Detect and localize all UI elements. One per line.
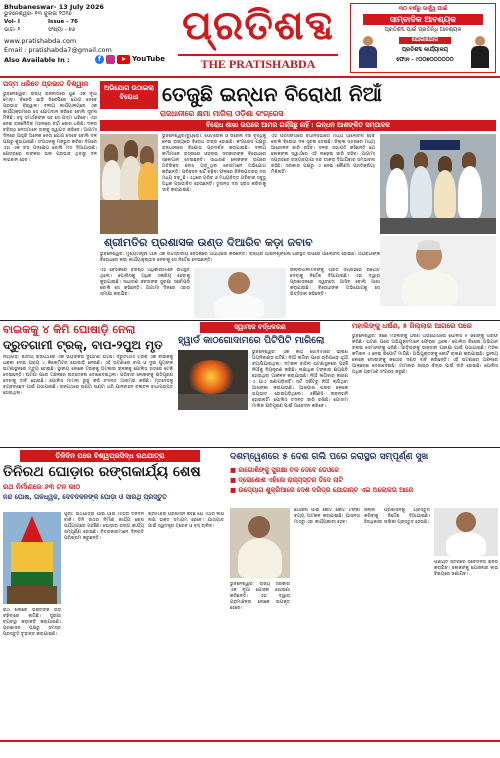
- scheme-body-2: ଯୋଜନା ପାଇଁ କୋଟି କୋଟି ଟଙ୍କା ବ୍ୟୟ ଅଟକଳ କରାଯାଇଛି। ଆସନ୍ତା ମାସରୁ ଏହା କାର୍ଯ୍ୟକାରୀ ହେବ।: [294, 508, 360, 525]
- website-link[interactable]: www.pratishabda.com: [4, 37, 77, 45]
- rathyatra-kicker: ତିନିଦିନ ପରେ ବିଶ୍ୱପ୍ରସିଦ୍ଧ ରଥଯାତ୍ରା: [20, 450, 200, 462]
- ad-contact-label: ଯୋଗାଯୋଗ: [399, 37, 451, 44]
- rathyatra-body-2: ରଥ ଖଳାରେ ଭକ୍ତଙ୍କ ଭିଡ଼ ବଢ଼ିବାରେ ଲାଗିଛି। ସୁରକ୍ଷା ବ୍ୟବସ୍ଥା କଡ଼ାକଡ଼ି କରାଯାଇଛି। ପ୍ରଶାସନ ପକ୍ଷରୁ ସମସ୍ତ ପ୍ରସ୍ତୁତି ଚୂଡ଼ାନ୍ତ କରାଯାଇଛି।: [3, 608, 61, 637]
- also-available-label: Also Available In :: [4, 56, 70, 64]
- section-rule-1: [0, 320, 500, 321]
- minister-body-1: ଭୁବନେଶ୍ୱର: ମୁଖ୍ୟମନ୍ତ୍ରୀ ଆଜି ଏକ ଉଚ୍ଚସ୍ତରୀୟ ବୈଠକରେ ଅଧ୍ୟକ୍ଷତା କରିଛନ୍ତି। ରାଜ୍ୟର ଆଇନଶୃଙ୍ଖଳା ପରିସ୍ଥିତି ଉପରେ ଆଲୋଚନା ହୋଇଛି। ଅପରାଧୀଙ୍କ ବିରୋଧରେ କଡ଼ା କାର୍ଯ୍ୟାନୁଷ୍ଠାନ ନେବାକୁ ସେ ନିର୍ଦ୍ଦେଶ ଦେଇଛନ୍ତି।: [100, 252, 380, 263]
- instagram-icon[interactable]: [106, 55, 115, 64]
- rathyatra-headline: ତିନିରଥ ଘୋଡ଼ାର ରଙ୍ଗକାର୍ଯ୍ୟ ଶେଷ: [3, 464, 201, 480]
- explosion-headline: ହ୍ୱାର୍ଡ କାଠଗୋଦାମରେ ପିଟିପିଟି ମାରିଲୋ: [178, 335, 325, 346]
- youtube-wordmark-icon: YouTube: [132, 55, 165, 63]
- ad-phone: ଫୋନ - ୯୦୦୭୦୦୦୦୦୦: [396, 57, 454, 63]
- minister-body-2: ଏହି ବୈଠକରେ ବରିଷ୍ଠ ଅଧିକାରୀମାନେ ଉପସ୍ଥିତ ଥିଲେ। ପୋଲିସକୁ ଅଧିକ ସକ୍ରିୟ ହେବାକୁ କୁହାଯାଇଛି। ସାଧାରଣ ଜନତାଙ୍କ ସୁରକ୍ଷା ସର୍ବୋପରି ବୋଲି ସେ କହିଛନ୍ତି। ଆଗାମୀ ଦିନରେ ଏହାର ସମୀକ୍ଷା କରାଯିବ।: [100, 268, 190, 297]
- minister-body-3: ଜିଲ୍ଲାପାଳମାନଙ୍କୁ ପ୍ରତି ସପ୍ତାହରେ ରିପୋର୍ଟ ଦେବାକୁ ନିର୍ଦ୍ଦେଶ ଦିଆଯାଇଛି। ଏହା ଦ୍ୱାରା ପ୍ରଶାସନରେ ସ୍ୱଚ୍ଛତା ଆସିବ ବୋଲି ଆଶା କରାଯାଉଛି। ବିରୋଧୀଙ୍କ ଅଭିଯୋଗକୁ ସେ ଭିତ୍ତିହୀନ କହିଛନ୍ତି।: [290, 268, 380, 297]
- explosion-body: ଭୁବନେଶ୍ୱର: ଏକ କାଠ ଗୋଦାମରେ ଭୀଷଣ ଅଗ୍ନିକାଣ୍ଡ ଘଟିଛି। ନିଆଁ ଲାଗିବା ପରେ ଚାରିଆଡ଼େ ଧୂଆଁ ବ୍ୟାପିଯାଇଥିଲା। ଦମକଳ ବାହିନୀ ଘଟଣାସ୍ଥଳରେ ପହଞ୍ଚି ନିଆଁକୁ ନିୟନ୍ତ୍ରଣ କରିଛି। ଲକ୍ଷାଧିକ ଟଙ୍କାର କ୍ଷୟକ୍ଷତି ହୋଇଥିବା ଆକଳନ କରାଯାଉଛି। ନିଆଁ ଲାଗିବାର କାରଣ ଏ ଯାଏ ଜଣାପଡ଼ିନାହିଁ। ସର୍ଟ ସର୍କିଟରୁ ନିଆଁ ଲାଗିଥିବା ଆଶଙ୍କା କରାଯାଉଛି। ଆଖପାଖ ଘରର ଲୋକେ ଭୟଭୀତ ହୋଇପଡ଼ିଥିଲେ। କୌଣସି ଜୀବନହାନି ହୋଇନାହିଁ। ପୋଲିସ ତଦନ୍ତ ଜାରି ରଖିଛି। ଗୋଦାମ ମାଲିକ କ୍ଷତିପୂରଣ ପାଇଁ ଆବେଦନ କରିବେ।: [252, 350, 348, 409]
- right-brief-body: ଭୁବନେଶ୍ୱର: ଜଣେ ମହିଳାଙ୍କୁ ଧର୍ଷଣ ଅଭିଯୋଗରେ ପୋଲିସ ୫ ଜଣଙ୍କୁ ଗିରଫ କରିଛି। ଘଟଣା ପରେ ଅଭିଯୁକ୍ତମାନେ ଫେରାର ଥିଲେ। ପୋଲିସ ବିଶେଷ ଅଭିଯାନ ଚଳାଇ ସେମାନଙ୍କୁ ଧରିଛି। ପୀଡ଼ିତାଙ୍କୁ ଡାକ୍ତରୀ ପରୀକ୍ଷା ପାଇଁ ପଠାଯାଇଛି। ମହିଳା କମିଶନ ଏ ନେଇ ରିପୋର୍ଟ ମାଗିଛି। ଅଭିଯୁକ୍ତଙ୍କୁ କୋର୍ଟ ଚାଲାଣ କରାଯାଇଛି। ସ୍ଥାନୀୟ ଲୋକେ ଦୋଷୀଙ୍କୁ କଠୋର ଦଣ୍ଡ ଦାବି କରିଛନ୍ତି। ଏହି ଘଟଣାରେ ଅଞ୍ଚଳରେ ଆକ୍ରୋଶ ଦେଖାଦେଇଛି। ମାମଲାର ଶୀଘ୍ର ବିଚାର ପାଇଁ ଦାବି ହୋଇଛି। ପୋଲିସ ଅଧିକ ପ୍ରମାଣ ସଂଗ୍ରହ କରୁଛି।: [352, 334, 498, 375]
- lead-photo: [100, 134, 158, 234]
- minister-headline: ଶ୍ରୀମତିର ପ୍ରଶାସକ ଉଣ୍ଡ ଦିଆରିବ କଡ଼ା ଜବାବ: [104, 236, 313, 249]
- ad-top-line: ୩୦ ବର୍ଷରୁ ଊର୍ଦ୍ଧ୍ୱ ପାଇଁ: [398, 6, 448, 12]
- youtube-icon[interactable]: [117, 55, 130, 64]
- accident-body: ନୟାଗଡ଼: ଜାତୀୟ ରାଜପଥରେ ଏକ ଭୟଙ୍କର ଦୁର୍ଘଟଣା ଘଟିଛି। ଦ୍ରୁତଗାମୀ ଟ୍ରକ୍ ଏକ ବାଇକକୁ ଧକ୍କା ଦେଇ ପ୍ରାୟ ୪ କିଲୋମିଟର ଘୋଷାଡ଼ି ନେଇଛି। ଏହି ଘଟଣାରେ ବାପ ଓ ଦୁଇ ପୁଅଙ୍କ ଘଟଣାସ୍ଥଳରେ ମୃତ୍ୟୁ ହୋଇଛି। ସ୍ଥାନୀୟ ଲୋକେ ଟ୍ରକକୁ ଅଟକାଇ ଚାଳକକୁ ପୋଲିସ ହାତରେ ଟେକି ଦେଇଛନ୍ତି। ଘଟଣା ପରେ ଅଞ୍ଚଳରେ ଉତ୍ତେଜନା ଦେଖାଦେଇଥିଲା। ପରିବାର ଲୋକଙ୍କୁ କ୍ଷତିପୂରଣ ଦେବାକୁ ଦାବି ହୋଇଛି। ପୋଲିସ ମାମଲା ରୁଜୁ କରି ତଦନ୍ତ ଆରମ୍ଭ କରିଛି। ମୃତଦେହକୁ ବ୍ୟବଚ୍ଛେଦ ପାଇଁ ପଠାଯାଇଛି। ରାଜପଥରେ ଘଣ୍ଟା ଘଣ୍ଟା ଧରି ଯାନବାହନ ଚଳାଚଳ ବାଧାପ୍ରାପ୍ତ ହୋଇଥିଲା।: [3, 355, 173, 396]
- odia-volume: ଭାଗ- ୧: [4, 27, 21, 33]
- right-brief-headline: ମହାଲିଙ୍କୁ ଧର୍ଷଣ, ୫ ଜିଲ୍ଲାର ଆଗରେ ପରେ: [352, 322, 472, 330]
- volume: Vol- I: [4, 19, 20, 25]
- scheme-body-3: ଜିଲ୍ଲା ପ୍ରଶାସନକୁ ପ୍ରସ୍ତୁତି କରିବାକୁ ନିର୍ଦ୍ଦେଶ ଦିଆଯାଇଛି। ହିତାଧିକାରୀ ତାଲିକା ପ୍ରସ୍ତୁତ ହେଉଛି।: [364, 508, 430, 525]
- rathyatra-sub1: ରଥ ନିର୍ମାଣରେ ୬୩ ଟନ କାଠ: [3, 483, 81, 491]
- recruitment-ad: [350, 3, 496, 73]
- reporter-icon-right: [469, 36, 491, 70]
- newspaper-title: ପ୍ରତିଶବ୍ଦ: [182, 3, 334, 49]
- lead-body-column-1: ଭୁବନେଶ୍ୱର(ବ୍ୟୁରୋ): ପେଟ୍ରୋଲ ଓ ଡିଜେଲ ଦର ବୃଦ୍ଧିକୁ ନେଇ ରାଜ୍ୟରେ ବିରୋଧ ତୀବ୍ର ହୋଇଛି। କଂଗ୍ରେସ ପକ୍ଷରୁ ରାଜଧାନୀରେ ବିକ୍ଷୋଭ ପ୍ରଦର୍ଶନ କରାଯାଇଛି। ଦଳୀୟ କର୍ମୀମାନେ ରାସ୍ତାରେ ଓହ୍ଲାଇ ସରକାରଙ୍କ ବିରୋଧରେ ସ୍ଲୋଗାନ ଦେଇଛନ୍ତି। ସାଧାରଣ ଲୋକଙ୍କ ଉପରେ ଅତିରିକ୍ତ ବୋଝ ପଡ଼ୁଥିବା ନେତାମାନେ ଅଭିଯୋଗ କରିଛନ୍ତି। ପରିବହନ ଖର୍ଚ୍ଚ ବଢ଼ିବା ଫଳରେ ଜିନିଷପତ୍ରର ଦର ମଧ୍ୟ ବଢ଼ୁଛି। ଏଥିରେ ଗରିବ ଓ ମଧ୍ୟବିତ୍ତ ପରିବାର ସବୁଠୁ ଅଧିକ ପ୍ରଭାବିତ ହେଉଛନ୍ତି। ତୁରନ୍ତ ଦର ହ୍ରାସ କରିବାକୁ ଦାବି କରାଯାଇଛି।: [162, 134, 266, 193]
- explosion-photo: [178, 350, 248, 410]
- left-story-headline: ପଦ୍ମ ଧରିବେ ପ୍ରଭାତ ବିଶ୍ୱାଳ: [3, 80, 89, 88]
- left-story-body: ଭୁବନେଶ୍ୱର: ରାଜ୍ୟ ରାଜନୀତିରେ ପୁଣି ଏକ ନୂଆ ମୋଡ଼। ବିଜେଡି ଛାଡ଼ି ବିଜେପିରେ ଯୋଗ ଦେବେ ପ୍ରଭାତ ବିଶ୍ୱାଳ। ଦଳୀୟ କାର୍ଯ୍ୟାଳୟରେ ଏକ କାର୍ଯ୍ୟକ୍ରମରେ ସେ ଯୋଗଦାନ କରିବେ ବୋଲି ସୂଚନା ମିଳିଛି। ବହୁ ସମର୍ଥକଙ୍କ ସହ ସେ ପଦ୍ମ ଧରିବେ। ଏହା ନେଇ ରାଜନୈତିକ ମହଲରେ ଚର୍ଚ୍ଚା ଜୋର ଧରିଛି। ଦଳର ବରିଷ୍ଠ ନେତାମାନେ ତାଙ୍କୁ ସ୍ୱାଗତ କରିବେ। ଆଗାମୀ ଦିନରେ ଆହୁରି ଅନେକ ନେତା ଯୋଗ ଦେବେ ବୋଲି ଦଳ ପକ୍ଷରୁ କୁହାଯାଇଛି। ସଂଗଠନକୁ ମଜଭୁତ କରିବା ଦିଗରେ ଏହା ଏକ ବଡ଼ ପଦକ୍ଷେପ ବୋଲି ମତ ଦିଆଯାଉଛି। କ୍ଷେତ୍ରରେ ତାଙ୍କର ଭଲ ପ୍ରଭାବ ଥିବାରୁ ଦଳ ଲାଭବାନ ହେବ।: [3, 92, 97, 163]
- email-link[interactable]: Email : pratishabda7@gmail.com: [4, 46, 112, 54]
- ad-contact-name: ପ୍ରତିଶବ୍ଦ କାର୍ଯ୍ୟାଳୟ: [401, 47, 449, 53]
- lead-headline: ତେଜୁଛି ଇନ୍ଧନ ବିରୋଧୀ ନିଆଁ: [162, 82, 383, 106]
- lead-kicker: ଅଭିଯୋଗ ଉଠାଇଲା ବିରୋଧୀ: [100, 81, 158, 109]
- scheme-bullets: [230, 466, 498, 506]
- masthead: [0, 0, 500, 76]
- scheme-bullet-2: ■ ଦ୍ରୋଶୋଶ ଏହିଲେ ରାଜ୍ୟସ୍ତର ତିଦେ ନାଟି: [230, 476, 343, 484]
- social-icons: [95, 55, 165, 65]
- rathyatra-body-3: ଶ୍ରୀମନ୍ଦିର ପ୍ରଶାସନ କହିଛି ଯେ ଏଥର ଲକ୍ଷ ଲକ୍ଷ ଭକ୍ତ ସମାଗମ ହେବେ। ଯାତାୟାତ ପାଇଁ ସ୍ୱତନ୍ତ୍ର ଟ୍ରେନ ଓ ବସ୍ ଚାଲିବ।: [148, 512, 224, 529]
- newspaper-title-english: THE PRATISHABDA: [200, 57, 316, 71]
- ad-headline: ସାମ୍ବାଦିକ ଆବଶ୍ୟକ: [363, 14, 483, 25]
- minister-photo: [380, 236, 496, 306]
- chariot-photo: [3, 512, 61, 604]
- scheme-body-1: ଭୁବନେଶ୍ୱର: ରାଜ୍ୟ ସରକାର ଏକ ନୂଆ ଯୋଜନା ଘୋଷଣା କରିଛନ୍ତି। ଏହା ଦ୍ୱାରା ଗ୍ରାମାଞ୍ଚଳର ଲୋକେ ଉପକୃତ ହେବେ।: [230, 582, 290, 611]
- rathyatra-body-1: ପୁରୀ: ରଥଯାତ୍ରା ପାଇଁ ଆଉ ମାତ୍ର ତିନିଦିନ ବାକି। ତିନି ରଥର ନିର୍ମାଣ କାର୍ଯ୍ୟ ଶେଷ ପର୍ଯ୍ୟାୟରେ ପହଞ୍ଚିଛି। ଘୋଡ଼ାର ରଙ୍ଗ କାର୍ଯ୍ୟ ସମ୍ପୂର୍ଣ୍ଣ ହୋଇଛି। ଚିତ୍ରକାରମାନେ ଦିନରାତି ପରିଶ୍ରମ କରୁଛନ୍ତି।: [64, 512, 144, 541]
- section-rule-2: [0, 447, 500, 448]
- scheme-bullet-3: ■ ଉଦ୍ୟୋଗ ଶୁକ୍ରିଆରେ ଦେଶ ଦରିଦ୍ର ଯୋଗାନ୍ଟ ଏଇ ଅଲୋକତା ଆଜେ: [230, 486, 414, 494]
- issue: Issue - 76: [48, 19, 79, 25]
- title-underline: [178, 54, 338, 56]
- scheme-body-4: ପଞ୍ଚାୟତ ସ୍ତରରେ ସଚେତନତା ଶିବିର କରାଯିବ। ଲୋକଙ୍କୁ ଯୋଜନାର ଲାଭ ବିଷୟରେ ଜଣାଯିବ।: [434, 560, 498, 577]
- explosion-kicker: ସ୍ୱାମୀଜ ବର୍ଦ୍ଧକରଣ: [200, 322, 320, 333]
- minister-inset-photo: [194, 268, 286, 318]
- rathyatra-sub2: ନନ୍ଦ ଘୋଷ, ତାଳଧ୍ୱଜ, ଦେବଦଳନଙ୍କ ଘୋଡ଼ା ଓ ସାରଥି ପ୍ରସ୍ତୁତ: [3, 493, 167, 501]
- lead-body-column-2: ଏହି ପ୍ରସଙ୍ଗରେ ବିଧାନସଭାରେ ମଧ୍ୟ ଆଲୋଚନା ହେବ ବୋଲି ବିରୋଧୀ ଦଳ ସୂଚନା ଦେଇଛି। ଜିଲ୍ଲା ସ୍ତରରେ ମଧ୍ୟ ଆନ୍ଦୋଳନ ଜାରି ରହିବ। ଦଳର ସଭାପତି କହିଛନ୍ତି ଯେ ଲୋକଙ୍କ ସ୍ୱାର୍ଥରେ ଏହି ଲଢ଼େଇ ଜାରି ରହିବ। ଆଗାମୀ ସପ୍ତାହରେ ରାଜ୍ୟବ୍ୟାପୀ ବନ୍ଦ ଡାକରା ଦିଆଯିବାର ସମ୍ଭାବନା ରହିଛି। ସରକାର ପକ୍ଷରୁ ଏ ନେଇ କୌଣସି ପ୍ରତିକ୍ରିୟା ମିଳିନାହିଁ।: [271, 134, 375, 175]
- accident-headline-1: ବାଇକକୁ ୪ କିମି ଘୋଷାଡ଼ି ନେଲା: [3, 323, 136, 336]
- lead-sub2: ବିରୋଧ ଶାଖା ଉପରେ ଆମର ଗର୍ଜ୍ଜିଛୁ ନାହିଁ : ଇନ୍ଧନ ଆଶଙ୍କିତ ସମ୍ପାଦକ: [100, 120, 496, 131]
- protest-photo: [380, 134, 496, 234]
- footer-rule: [0, 740, 500, 742]
- facebook-icon[interactable]: f: [95, 55, 104, 64]
- lead-sub1: ରାଜଧାନୀରେ କ୍ଷମା ମାଗିଲା ଓଡ଼ିଶା କଂଗ୍ରେସ: [160, 109, 284, 118]
- masthead-rule: [0, 76, 500, 78]
- dateline: Bhubaneswar- 13 July 2026: [4, 3, 104, 11]
- accident-headline-2: ଦ୍ରୁତଗାମୀ ଟ୍ରକ୍, ବାପ-୨ପୁଅ ମୃତ: [3, 338, 163, 352]
- scheme-headline: ଦଶମ୍ୱେଣରେ ୫ ଦେଶ ଗଲି ପରେ ଜରାସ୍ଥର ସମ୍ପୂର୍ଣ୍ଣ ସୁଖ: [230, 452, 429, 462]
- ad-subline: ପ୍ରତିଶବ୍ଦ ପାଇଁ ପ୍ରତିନିଧି ଆବଶ୍ୟକ: [384, 27, 462, 33]
- scheme-bullet-1: ■ ଜାଗୋଶିଙ୍କୁ ସୁରକ୍ଷା ବଳ ଦେବେ ଡେଓଜେ: [230, 466, 339, 474]
- odia-dateline: ଭୁବନେଶ୍ୱର- ୧୩ ଜୁଲାଇ ୨୦୨୬: [4, 11, 72, 17]
- odia-issue: ସଂଖ୍ୟା - ୭୬: [48, 27, 76, 33]
- scheme-photo: [230, 508, 290, 578]
- minister-headline-bar: [100, 236, 380, 250]
- scheme-inset-photo: [434, 508, 498, 556]
- reporter-icon: [357, 36, 379, 70]
